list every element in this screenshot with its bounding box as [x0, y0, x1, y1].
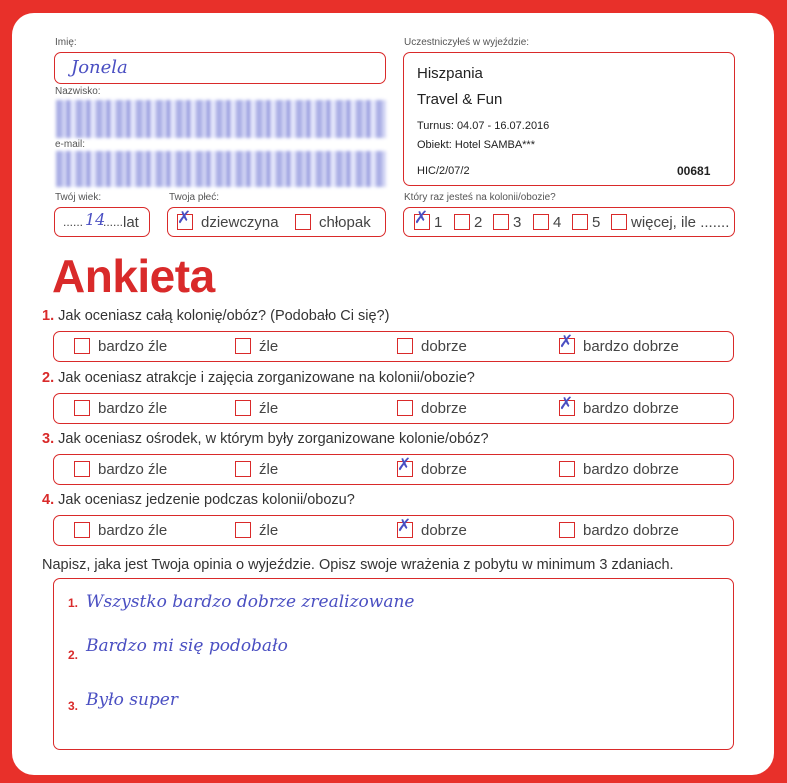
- gender-mark-0: ✗: [177, 208, 192, 228]
- rating-row-3: [53, 454, 734, 485]
- rating-row-1: [53, 331, 734, 362]
- wiek-value: 14: [85, 210, 106, 229]
- rating-checkbox-1-1[interactable]: [235, 338, 251, 354]
- survey-title: Ankieta: [52, 250, 215, 302]
- label-plec: Twoja płeć:: [169, 192, 220, 203]
- opinion-num-2: 3.: [68, 699, 79, 713]
- times-mark-0: ✗: [414, 208, 429, 228]
- imie-value: Jonela: [71, 57, 128, 78]
- rating-row-4: [53, 515, 734, 546]
- label-uczestniczyles: Uczestniczyłeś w wyjeździe:: [404, 37, 530, 48]
- opinion-num-1: 2.: [68, 648, 79, 662]
- question-4: [42, 492, 355, 508]
- times-field: [403, 207, 735, 237]
- question-number: 3.: [42, 431, 55, 447]
- trip-code: HIC/2/07/2: [417, 165, 470, 177]
- question-1: [42, 308, 389, 324]
- gender-checkbox-1[interactable]: [295, 214, 311, 230]
- question-2: [42, 370, 475, 386]
- times-label-0: 1: [434, 214, 443, 231]
- times-checkbox-5[interactable]: [611, 214, 627, 230]
- rating-checkbox-4-1[interactable]: [235, 522, 251, 538]
- rating-row-2: [53, 393, 734, 424]
- question-text: Jak oceniasz całą kolonię/obóz? (Podobało Ci się?): [58, 308, 390, 324]
- rating-checkbox-1-2[interactable]: [397, 338, 413, 354]
- check-mark: ✗: [397, 516, 412, 536]
- wiek-prefix: ......: [63, 215, 84, 229]
- question-text: Jak oceniasz atrakcje i zajęcia zorganizowane na kolonii/obozie?: [58, 370, 475, 386]
- rating-label: bardzo dobrze: [583, 522, 679, 539]
- times-checkbox-0[interactable]: [414, 208, 430, 230]
- rating-checkbox-3-1[interactable]: [235, 461, 251, 477]
- rating-label: bardzo źle: [98, 461, 168, 478]
- rating-checkbox-3-3[interactable]: [559, 461, 575, 477]
- rating-label: dobrze: [421, 338, 467, 355]
- redacted-email: [56, 151, 386, 187]
- rating-checkbox-1-3[interactable]: [559, 332, 575, 354]
- rating-label: źle: [259, 522, 279, 539]
- rating-label: dobrze: [421, 461, 467, 478]
- times-checkbox-2[interactable]: [493, 214, 509, 230]
- trip-brand: Travel & Fun: [417, 91, 503, 108]
- rating-checkbox-2-1[interactable]: [235, 400, 251, 416]
- rating-label: bardzo źle: [98, 338, 168, 355]
- wiek-unit: lat: [123, 214, 139, 231]
- rating-label: bardzo dobrze: [583, 338, 679, 355]
- opinion-text-1: Bardzo mi się podobało: [86, 636, 288, 656]
- times-checkbox-3[interactable]: [533, 214, 549, 230]
- redacted-nazwisko: [56, 100, 386, 138]
- question-text: Jak oceniasz ośrodek, w którym były zorganizowane kolonie/obóz?: [58, 431, 489, 447]
- check-mark: ✗: [397, 455, 412, 475]
- label-email: e-mail:: [55, 139, 86, 150]
- rating-checkbox-3-0[interactable]: [74, 461, 90, 477]
- rating-label: źle: [259, 338, 279, 355]
- rating-checkbox-4-2[interactable]: [397, 516, 413, 538]
- opinion-prompt: Napisz, jaka jest Twoja opinia o wyjeździe. Opisz swoje wrażenia z pobytu w minimum 3 zdaniach.: [42, 557, 674, 573]
- times-label-4: 5: [592, 214, 601, 231]
- rating-checkbox-4-0[interactable]: [74, 522, 90, 538]
- rating-label: dobrze: [421, 522, 467, 539]
- times-label-5: więcej, ile .......: [631, 214, 730, 231]
- wiek-field[interactable]: [54, 207, 150, 237]
- trip-destination: Hiszpania: [417, 65, 483, 82]
- rating-checkbox-4-3[interactable]: [559, 522, 575, 538]
- rating-checkbox-2-2[interactable]: [397, 400, 413, 416]
- gender-label-1: chłopak: [319, 214, 371, 231]
- check-mark: ✗: [559, 332, 574, 352]
- trip-number: 00681: [677, 164, 711, 178]
- rating-label: źle: [259, 461, 279, 478]
- rating-label: dobrze: [421, 400, 467, 417]
- rating-label: bardzo dobrze: [583, 461, 679, 478]
- trip-turnus: Turnus: 04.07 - 16.07.2016: [417, 120, 550, 132]
- times-label-1: 2: [474, 214, 483, 231]
- rating-label: bardzo źle: [98, 522, 168, 539]
- label-ktory-raz: Który raz jesteś na kolonii/obozie?: [404, 192, 556, 203]
- rating-checkbox-2-0[interactable]: [74, 400, 90, 416]
- times-checkbox-4[interactable]: [572, 214, 588, 230]
- label-wiek: Twój wiek:: [55, 192, 102, 203]
- rating-checkbox-2-3[interactable]: [559, 394, 575, 416]
- opinion-text-2: Było super: [86, 690, 178, 710]
- gender-label-0: dziewczyna: [201, 214, 279, 231]
- trip-obiekt: Obiekt: Hotel SAMBA***: [417, 139, 535, 151]
- plec-field: [167, 207, 386, 237]
- rating-label: bardzo dobrze: [583, 400, 679, 417]
- times-label-2: 3: [513, 214, 522, 231]
- gender-checkbox-0[interactable]: [177, 208, 193, 230]
- opinion-text-0: Wszystko bardzo dobrze zrealizowane: [86, 592, 415, 612]
- rating-label: źle: [259, 400, 279, 417]
- rating-label: bardzo źle: [98, 400, 168, 417]
- times-label-3: 4: [553, 214, 562, 231]
- check-mark: ✗: [559, 394, 574, 414]
- rating-checkbox-1-0[interactable]: [74, 338, 90, 354]
- imie-field[interactable]: [54, 52, 386, 84]
- question-number: 1.: [42, 308, 55, 324]
- question-number: 4.: [42, 492, 55, 508]
- question-3: [42, 431, 489, 447]
- question-number: 2.: [42, 370, 55, 386]
- times-checkbox-1[interactable]: [454, 214, 470, 230]
- opinion-num-0: 1.: [68, 596, 79, 610]
- label-nazwisko: Nazwisko:: [55, 86, 101, 97]
- rating-checkbox-3-2[interactable]: [397, 455, 413, 477]
- question-text: Jak oceniasz jedzenie podczas kolonii/obozu?: [58, 492, 355, 508]
- label-imie: Imię:: [55, 37, 77, 48]
- wiek-suffix: ......: [103, 215, 124, 229]
